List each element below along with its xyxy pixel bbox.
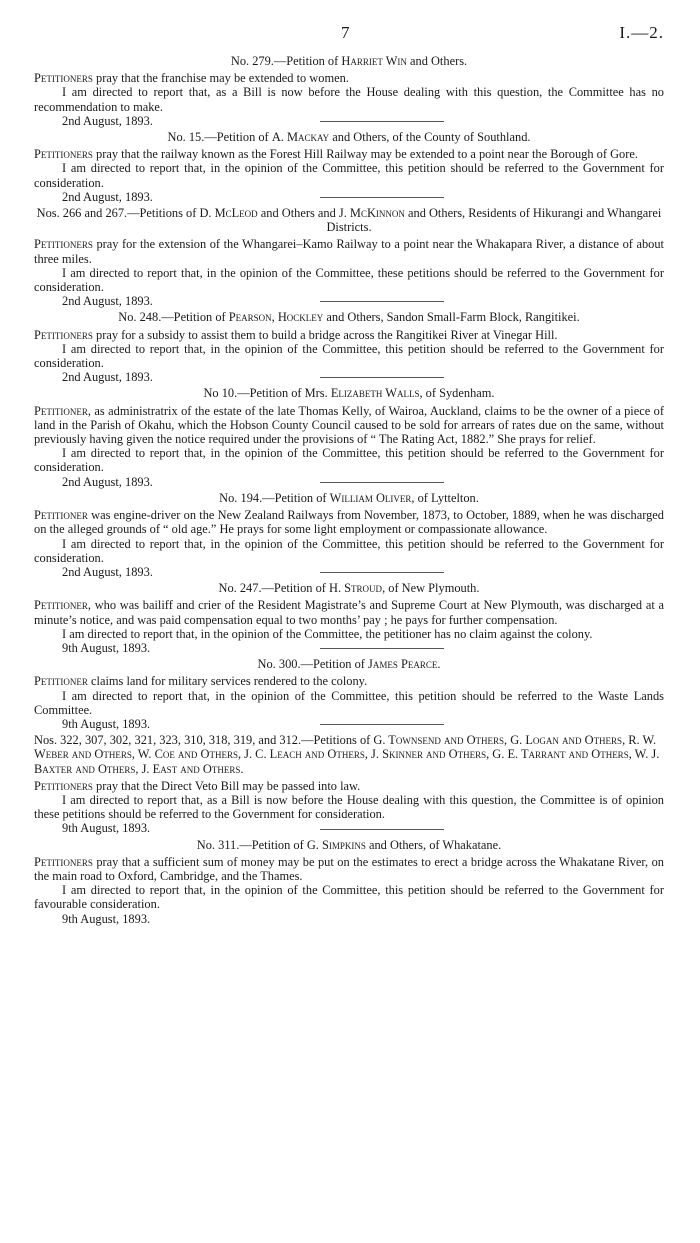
report-date: 2nd August, 1893. bbox=[62, 564, 153, 579]
petitioner-name: Pearson, Hockley bbox=[228, 310, 324, 325]
section-divider bbox=[320, 377, 444, 378]
committee-report: I am directed to report that, in the opinion of the Committee, this petition should be referred to the Government for favourable consideration. bbox=[34, 883, 664, 912]
report-date: 2nd August, 1893. bbox=[62, 189, 153, 204]
petitioner-name: Harriet Win bbox=[341, 54, 407, 68]
petition-heading: No. 194.—Petition of William Oliver, of Lyttelton. bbox=[219, 490, 479, 505]
committee-report: I am directed to report that, in the opinion of the Committee, this petition should be referred to the Government for consideration. bbox=[34, 161, 664, 190]
section-divider bbox=[320, 572, 444, 573]
section-divider bbox=[320, 482, 444, 483]
petitioner-name: J. McKinnon bbox=[338, 206, 405, 221]
petitioner-name: G. Simpkins bbox=[306, 837, 366, 852]
petition-prayer: Petitioners pray for the extension of the Whangarei–Kamo Railway to a point near the Whakapara River, a distance of about three miles. bbox=[34, 237, 664, 266]
petition-entry bbox=[34, 206, 664, 309]
petition-heading: No. 279.—Petition of Harriet Win and Others. bbox=[230, 54, 468, 68]
petition-heading: No. 247.—Petition of H. Stroud, of New Plymouth. bbox=[218, 581, 480, 596]
committee-report: I am directed to report that, in the opinion of the Committee, this petition should be referred to the Waste Lands Committee. bbox=[34, 688, 664, 717]
report-date: 2nd August, 1893. bbox=[62, 370, 153, 385]
committee-report: I am directed to report that, in the opinion of the Committee, this petition should be referred to the Government for consideration. bbox=[34, 341, 664, 371]
report-date: 9th August, 1893. bbox=[62, 640, 151, 655]
petition-entry bbox=[34, 490, 664, 579]
petition-prayer: Petitioner, who was bailiff and crier of the Resident Magistrate’s and Supreme Court at New Plymouth, was discharged at a minute’s notice, and was paid compensation equal to two months’ pay ; he pays for further compensation. bbox=[34, 598, 664, 627]
committee-report: I am directed to report that, as a Bill is now before the House dealing with this question, the Committee is of opinion these petitions should be referred to the Government for consideration. bbox=[34, 792, 664, 822]
petition-entry bbox=[34, 130, 664, 204]
petition-prayer: Petitioners pray that the franchise may be extended to women. bbox=[34, 71, 349, 86]
petition-entry bbox=[34, 657, 664, 731]
petition-entry bbox=[34, 386, 664, 489]
petition-heading: No. 248.—Petition of Pearson, Hockley and Others, Sandon Small-Farm Block, Rangitikei. bbox=[118, 310, 580, 325]
petition-heading: Nos. 266 and 267.—Petitions of D. McLeod and Others and J. McKinnon and Others, Residents of Hikurangi and Whangarei Districts. bbox=[36, 206, 662, 235]
petition-heading: No. 311.—Petition of G. Simpkins and Others, of Whakatane. bbox=[196, 837, 502, 852]
section-divider bbox=[320, 301, 444, 302]
committee-report: I am directed to report that, in the opinion of the Committee, this petition should be referred to the Government for consideration. bbox=[34, 536, 664, 565]
petition-prayer: Petitioner, as administratrix of the estate of the late Thomas Kelly, of Wairoa, Auckland, claims to be the owner of a piece of land in the Parish of Okahu, which the Hobson County Council caused to be sold for arrears of rates due on the same, without previously having given the notice required under the provisions of “ The Rating Act, 1882.” She prays for relief. bbox=[34, 403, 664, 447]
report-date: 9th August, 1893. bbox=[62, 716, 151, 731]
page-number: 7 bbox=[341, 23, 350, 42]
petition-entry bbox=[34, 310, 664, 385]
petitioner-name: H. Stroud bbox=[329, 581, 383, 596]
report-date: 2nd August, 1893. bbox=[62, 113, 153, 128]
committee-report: I am directed to report that, in the opinion of the Committee, these petitions should be referred to the Government for consideration. bbox=[34, 265, 664, 295]
report-date: 2nd August, 1893. bbox=[62, 294, 153, 309]
petition-prayer: Petitioner claims land for military services rendered to the colony. bbox=[34, 674, 368, 689]
committee-report: I am directed to report that, as a Bill is now before the House dealing with this question, the Committee has no recommendation to make. bbox=[34, 85, 664, 114]
petition-entry bbox=[34, 581, 664, 655]
petitioner-name: William Oliver bbox=[329, 490, 412, 505]
petition-entry bbox=[34, 733, 664, 836]
report-date: 9th August, 1893. bbox=[62, 821, 151, 836]
section-divider bbox=[320, 197, 444, 198]
petition-entry bbox=[34, 54, 664, 128]
petition-heading: Nos. 322, 307, 302, 321, 323, 310, 318, 319, and 312.—Petitions of G. Townsend and Others, G. Logan and Others, R. W. Weber and Others, W. Coe and Others, J. C. Leach and Others, J. Skinner and Others, G. E. Tarrant and Others, W. J. Baxter and Others, J. East and Others. bbox=[34, 733, 660, 776]
petition-entry bbox=[34, 838, 664, 926]
petition-prayer: Petitioners pray that the Direct Veto Bill may be passed into law. bbox=[34, 778, 361, 793]
page-header bbox=[34, 23, 664, 48]
petition-prayer: Petitioners pray for a subsidy to assist them to build a bridge across the Rangitikei River at Vinegar Hill. bbox=[34, 327, 558, 342]
committee-report: I am directed to report that, in the opinion of the Committee, the petitioner has no claim against the colony. bbox=[62, 626, 593, 641]
petitioner-name: D. McLeod bbox=[199, 206, 258, 221]
petitioner-name: A. Mackay bbox=[271, 130, 330, 145]
petitioner-name: James Pearce bbox=[368, 657, 438, 672]
petition-heading: No 10.—Petition of Mrs. Elizabeth Walls, of Sydenham. bbox=[203, 386, 495, 401]
petition-prayer: Petitioners pray that a sufficient sum of money may be put on the estimates to erect a bridge across the Whakatane River, on the main road to Oxford, Cambridge, and the Thames. bbox=[34, 854, 664, 883]
report-date: 2nd August, 1893. bbox=[62, 474, 153, 489]
document-reference: I.—2. bbox=[619, 23, 664, 42]
petitioner-name: G. Townsend bbox=[373, 733, 441, 748]
petition-heading: No. 15.—Petition of A. Mackay and Others, of the County of Southland. bbox=[167, 130, 531, 145]
report-date: 9th August, 1893. bbox=[62, 911, 151, 926]
petitioner-name: Elizabeth Walls bbox=[330, 386, 420, 401]
section-divider bbox=[320, 648, 444, 649]
committee-report: I am directed to report that, in the opinion of the Committee, this petition should be referred to the Government for consideration. bbox=[34, 446, 664, 475]
petition-heading: No. 300.—Petition of James Pearce. bbox=[257, 657, 441, 672]
section-divider bbox=[320, 121, 444, 122]
petition-prayer: Petitioner was engine-driver on the New Zealand Railways from November, 1873, to October, 1889, when he was discharged on the alleged grounds of “ old age.” He prays for some light employment or compassionate allowance. bbox=[34, 508, 664, 537]
petition-prayer: Petitioners pray that the railway known as the Forest Hill Railway may be extended to a point near the Borough of Gore. bbox=[34, 147, 638, 162]
section-divider bbox=[320, 829, 444, 830]
section-divider bbox=[320, 724, 444, 725]
